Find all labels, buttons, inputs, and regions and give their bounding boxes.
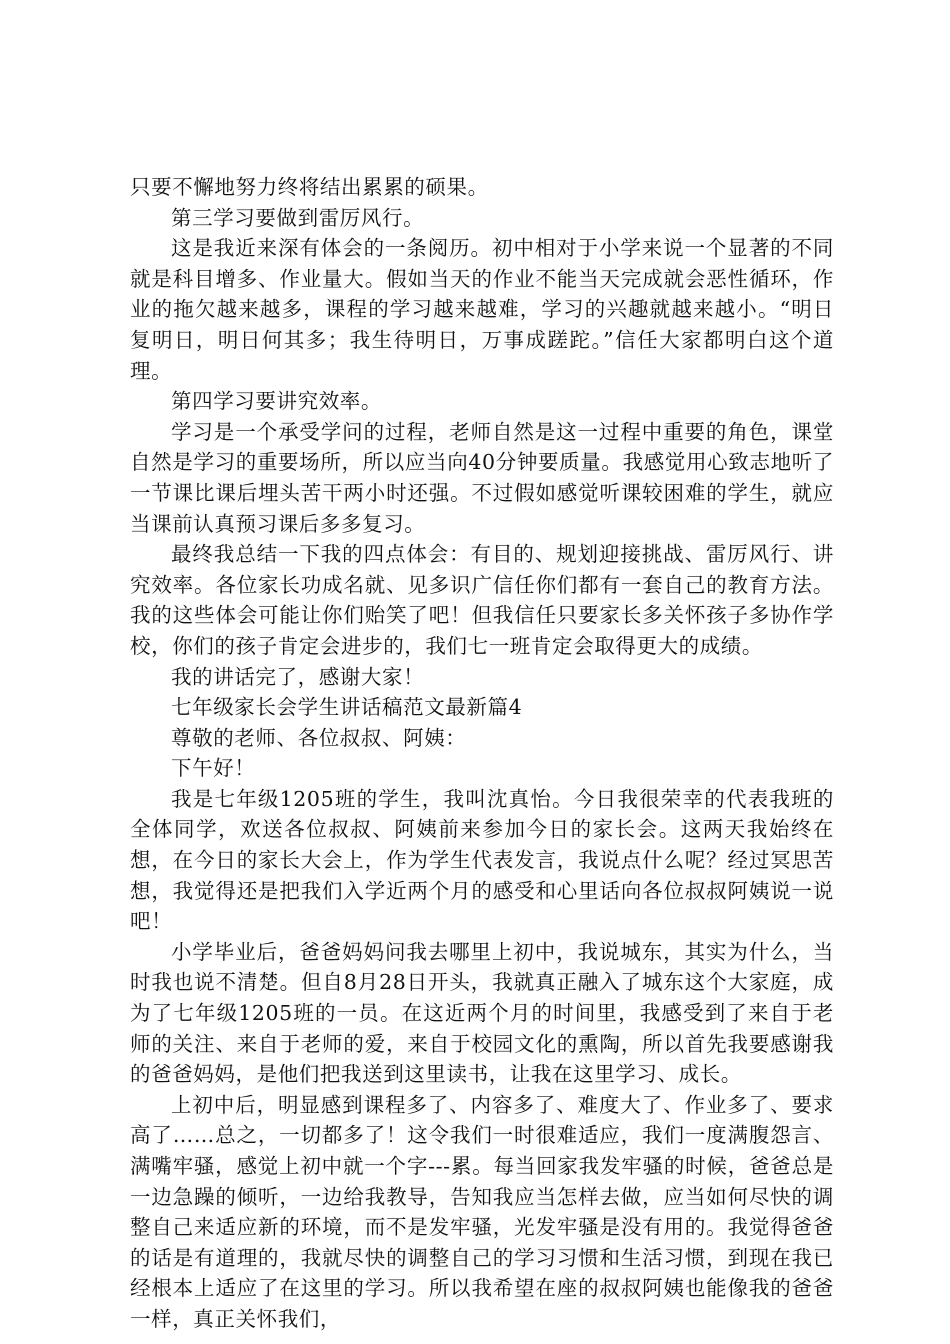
paragraph: 学习是一个承受学问的过程，老师自然是这一过程中重要的角色，课堂自然是学习的重要场所，所以应当向40分钟要质量。我感觉用心致志地听了一节课比课后埋头苦干两小时还强。不过假如感觉听课较困难的学生，就应当课前认真预习课后多多复习。 xyxy=(130,419,834,536)
paragraph: 这是我近来深有体会的一条阅历。初中相对于小学来说一个显著的不同就是科目增多、作业量大。假如当天的作业不能当天完成就会恶性循环，作业的拖欠越来越多，课程的学习越来越难，学习的兴趣就越来越小。“明日复明日，明日何其多；我生待明日，万事成蹉跎。”信任大家都明白这个道理。 xyxy=(130,236,834,383)
paragraph: 上初中后，明显感到课程多了、内容多了、难度大了、作业多了、要求高了……总之，一切都多了！这令我们一时很难适应，我们一度满腹怨言、满嘴牢骚，感觉上初中就一个字---累。每当回家我发牢骚的时候，爸爸总是一边急躁的倾听，一边给我教导，告知我应当怎样去做，应当如何尽快的调整自己来适应新的环境，而不是发牢骚，光发牢骚是没有用的。我觉得爸爸的话是有道理的，我就尽快的调整自己的学习习惯和生活习惯，到现在我已经根本上适应了在这里的学习。所以我希望在座的叔叔阿姨也能像我的爸爸一样，真正关怀我们， xyxy=(130,1092,834,1331)
paragraph: 第四学习要讲究效率。 xyxy=(171,389,382,414)
paragraph: 最终我总结一下我的四点体会：有目的、规划迎接挑战、雷厉风行、讲究效率。各位家长功成名就、见多识广信任你们都有一套自己的教育方法。我的这些体会可能让你们贻笑了吧！但我信任只要家长多关怀孩子多协作学校，你们的孩子肯定会进步的，我们七一班肯定会取得更大的成绩。 xyxy=(130,542,834,658)
paragraph: 小学毕业后，爸爸妈妈问我去哪里上初中，我说城东，其实为什么，当时我也说不清楚。但自8月28日开头，我就真正融入了城东这个大家庭，成为了七年级1205班的一员。在这近两个月的时间里，我感受到了来自于老师的关注、来自于老师的爱，来自于校园文化的熏陶，所以首先我要感谢我的爸爸妈妈，是他们把我送到这里读书，让我在这里学习、成长。 xyxy=(130,939,834,1087)
paragraph: 第三学习要做到雷厉风行。 xyxy=(171,205,425,230)
paragraph: 只要不懈地努力终将结出累累的硕果。 xyxy=(130,175,489,199)
section-title: 七年级家长会学生讲话稿范文最新篇4 xyxy=(171,695,523,720)
greeting: 下午好！ xyxy=(171,756,256,781)
document-body xyxy=(130,172,834,1335)
paragraph: 我是七年级1205班的学生，我叫沈真怡。今日我很荣幸的代表我班的全体同学，欢送各位叔叔、阿姨前来参加今日的家长会。这两天我始终在想，在今日的家长大会上，作为学生代表发言，我说点什么呢？经过冥思苦想，我觉得还是把我们入学近两个月的感受和心里话向各位叔叔阿姨说一说吧！ xyxy=(130,786,834,934)
paragraph: 我的讲话完了，感谢大家！ xyxy=(171,664,425,689)
salutation: 尊敬的老师、各位叔叔、阿姨： xyxy=(171,725,467,750)
